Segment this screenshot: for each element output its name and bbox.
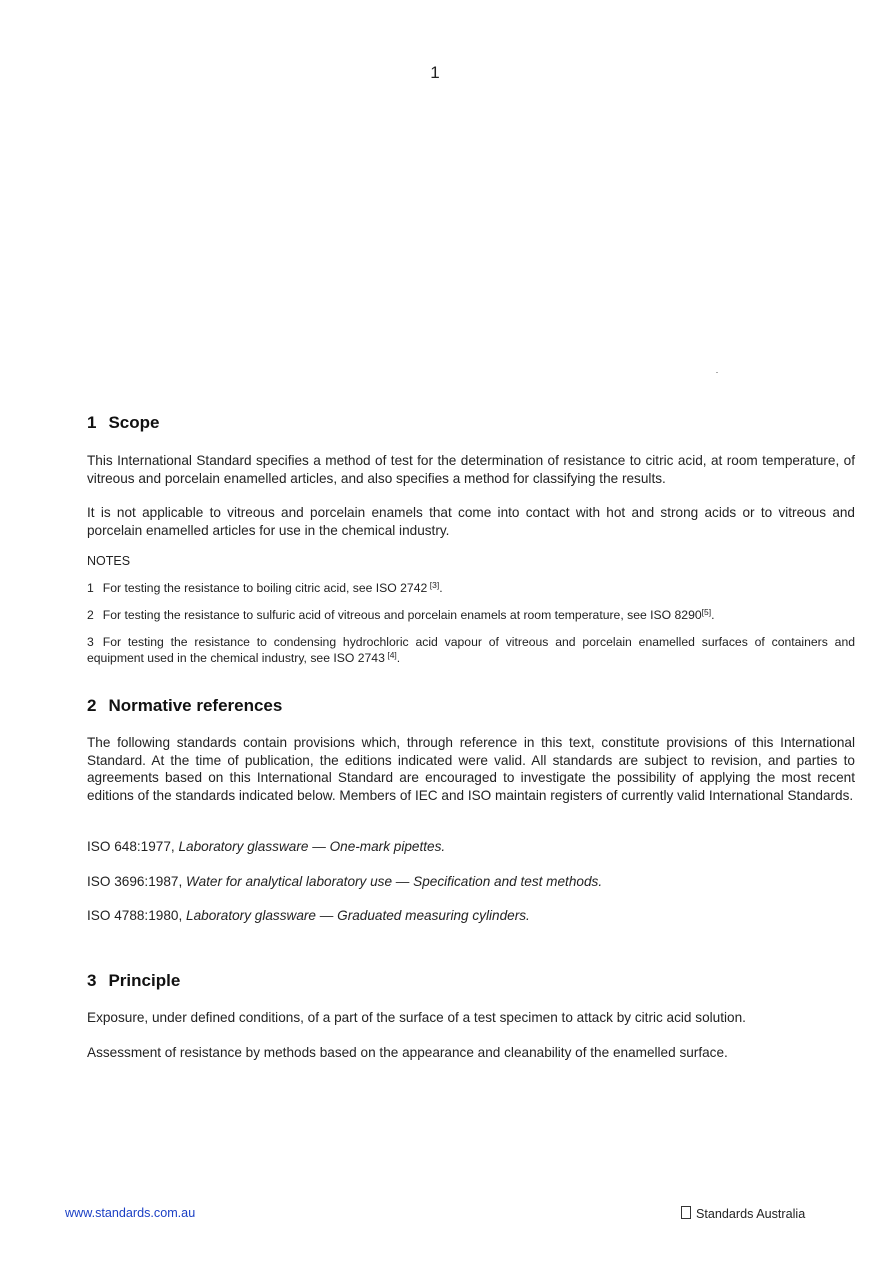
reference-2-block	[87, 874, 855, 889]
normative-paragraph: The following standards contain provisions which, through reference in this text, constitute provisions of this International Standard. At the time of publication, the editions indicated were valid. All standards are subject to revision, and parties to agreements based on this International Standard are encouraged to investigate the possibility of applying the most recent editions of the standards indicated below. Members of IEC and ISO maintain registers of currently valid International Standards.	[87, 735, 855, 803]
note-citation: [3]	[429, 580, 440, 590]
note-number: 3	[87, 635, 94, 649]
note-end: .	[439, 581, 443, 595]
section-principle	[87, 971, 855, 991]
note-item	[87, 580, 855, 596]
principle-paragraph-2-block	[87, 1044, 855, 1062]
footer-website-link[interactable]: www.standards.com.au	[65, 1206, 196, 1220]
normative-number: 2	[87, 696, 97, 715]
reference-code: ISO 648:1977,	[87, 839, 175, 854]
note-2-block	[87, 607, 855, 623]
notes-block	[87, 554, 855, 568]
principle-paragraph: Assessment of resistance by methods based on the appearance and cleanability of the enamelled surface.	[87, 1045, 728, 1060]
normative-title: Normative references	[108, 696, 283, 715]
principle-title: Principle	[108, 971, 181, 990]
principle-paragraph-1-block	[87, 1009, 855, 1027]
footer-copyright-text: Standards Australia	[696, 1207, 806, 1221]
note-end: .	[711, 608, 715, 622]
scope-paragraph: It is not applicable to vitreous and porcelain enamels that come into contact with hot and strong acids or to vitreous and porcelain enamelled articles for use in the chemical industry.	[87, 505, 855, 538]
reference-title: Laboratory glassware — One-mark pipettes.	[178, 839, 446, 854]
page-number: 1	[430, 63, 440, 82]
reference-title: Water for analytical laboratory use — Specification and test methods.	[186, 874, 603, 889]
reference-item	[87, 874, 855, 889]
reference-item	[87, 908, 855, 923]
reference-1-block	[87, 839, 855, 854]
note-text: For testing the resistance to condensing hydrochloric acid vapour of vitreous and porcelain enamelled surfaces of containers and equipment used in the chemical industry, see ISO 2743	[87, 635, 855, 665]
normative-heading	[87, 696, 855, 716]
principle-heading	[87, 971, 855, 991]
box-icon	[681, 1206, 691, 1219]
principle-paragraph: Exposure, under defined conditions, of a part of the surface of a test specimen to attack by citric acid solution.	[87, 1010, 746, 1025]
normative-paragraph-block	[87, 734, 855, 804]
note-citation: [5]	[701, 607, 712, 617]
scope-paragraph-2-block	[87, 504, 855, 539]
note-number: 1	[87, 581, 94, 595]
section-scope	[87, 413, 855, 433]
note-3-block	[87, 634, 855, 666]
scope-paragraph: This International Standard specifies a method of test for the determination of resistance to citric acid, at room temperature, of vitreous and porcelain enamelled articles, and also specifies a method for classifying the results.	[87, 453, 855, 486]
note-number: 2	[87, 608, 94, 622]
note-item	[87, 634, 855, 666]
reference-title: Laboratory glassware — Graduated measuring cylinders.	[186, 908, 530, 923]
scope-heading	[87, 413, 855, 433]
note-text: For testing the resistance to sulfuric acid of vitreous and porcelain enamels at room temperature, see ISO 8290	[102, 608, 702, 622]
notes-label: NOTES	[87, 554, 131, 568]
scope-number: 1	[87, 413, 97, 432]
reference-item	[87, 839, 855, 854]
scope-title: Scope	[108, 413, 160, 432]
reference-3-block	[87, 908, 855, 923]
note-end: .	[396, 651, 401, 665]
reference-code: ISO 4788:1980,	[87, 908, 183, 923]
reference-code: ISO 3696:1987,	[87, 874, 183, 889]
note-citation: [4]	[387, 650, 397, 660]
note-item	[87, 607, 855, 623]
scope-paragraph-1-block	[87, 452, 855, 487]
scan-speck	[716, 372, 718, 373]
footer-copyright	[681, 1206, 805, 1221]
section-normative-references	[87, 696, 855, 716]
principle-number: 3	[87, 971, 97, 990]
note-1-block	[87, 580, 855, 596]
note-text: For testing the resistance to boiling citric acid, see ISO 2742	[102, 581, 428, 595]
